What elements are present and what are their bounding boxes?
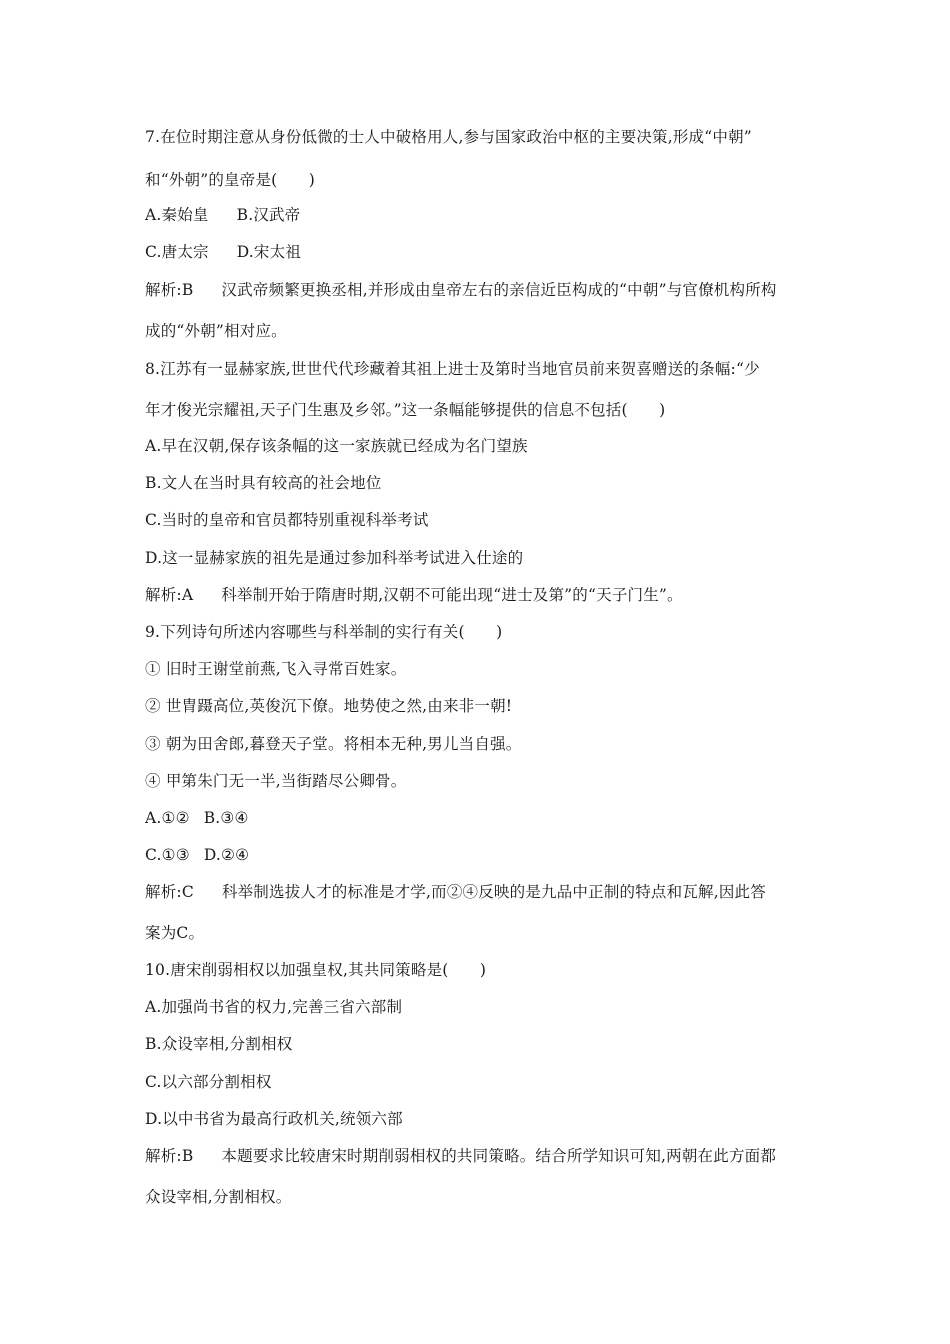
q10-analysis-text-1: 本题要求比较唐宋时期削弱相权的共同策略。结合所学知识可知,两朝在此方面都 — [221, 1147, 777, 1165]
q7-option-c: C.唐太宗 — [145, 243, 209, 261]
q9-options-row-2 — [145, 845, 249, 865]
q8-option-c: C.当时的皇帝和官员都特别重视科举考试 — [145, 511, 429, 529]
q9-options-row-1 — [145, 808, 249, 828]
q7-stem-line-1: 7.在位时期注意从身份低微的士人中破格用人,参与国家政治中枢的主要决策,形成“中朝” — [145, 128, 752, 146]
q7-analysis-line-2: 成的“外朝”相对应。 — [145, 322, 287, 340]
q9-option-c: C.①③ — [145, 846, 190, 864]
q7-option-d: D.宋太祖 — [236, 243, 302, 261]
q7-option-b: B.汉武帝 — [236, 206, 301, 224]
q10-analysis-line-2: 众设宰相,分割相权。 — [145, 1188, 292, 1206]
q9-analysis-text-1: 科举制选拔人才的标准是才学,而②④反映的是九品中正制的特点和瓦解,因此答 — [221, 883, 766, 901]
q10-option-b: B.众设宰相,分割相权 — [145, 1035, 293, 1053]
q8-option-b: B.文人在当时具有较高的社会地位 — [145, 474, 382, 492]
q9-option-b: B.③④ — [203, 809, 249, 827]
q10-stem-line-1: 10.唐宋削弱相权以加强皇权,其共同策略是( ) — [145, 961, 487, 979]
q9-option-d: D.②④ — [203, 846, 250, 864]
q7-answer-label: 解析:B — [145, 281, 194, 299]
q7-analysis-line-1 — [145, 280, 777, 300]
q7-options-row-1 — [145, 205, 300, 225]
q9-option-a: A.①② — [145, 809, 190, 827]
q9-analysis-line-2: 案为C。 — [145, 924, 205, 942]
q10-option-c: C.以六部分割相权 — [145, 1073, 272, 1091]
q10-answer-label: 解析:B — [145, 1147, 194, 1165]
q9-stem-line-1: 9.下列诗句所述内容哪些与科举制的实行有关( ) — [145, 623, 503, 641]
q9-answer-label: 解析:C — [145, 883, 194, 901]
q10-option-d: D.以中书省为最高行政机关,统领六部 — [145, 1110, 403, 1128]
q8-analysis-line-1 — [145, 585, 683, 605]
q8-option-a: A.早在汉朝,保存该条幅的这一家族就已经成为名门望族 — [145, 437, 528, 455]
q9-poem-2: ② 世胄蹑高位,英俊沉下僚。地势使之然,由来非一朝! — [145, 697, 513, 715]
q8-analysis-text-1: 科举制开始于隋唐时期,汉朝不可能出现“进士及第”的“天子门生”。 — [221, 586, 683, 604]
q9-analysis-line-1 — [145, 882, 766, 902]
q8-option-d: D.这一显赫家族的祖先是通过参加科举考试进入仕途的 — [145, 549, 524, 567]
q7-option-a: A.秦始皇 — [145, 206, 209, 224]
q9-poem-4: ④ 甲第朱门无一半,当街踏尽公卿骨。 — [145, 772, 407, 790]
q8-stem-line-2: 年才俊光宗耀祖,天子门生惠及乡邻。”这一条幅能够提供的信息不包括( ) — [145, 401, 666, 419]
q10-option-a: A.加强尚书省的权力,完善三省六部制 — [145, 998, 403, 1016]
q8-answer-label: 解析:A — [145, 586, 194, 604]
q7-stem-line-2: 和“外朝”的皇帝是( ) — [145, 171, 316, 189]
q7-analysis-text-1: 汉武帝频繁更换丞相,并形成由皇帝左右的亲信近臣构成的“中朝”与官僚机构所构 — [221, 281, 777, 299]
q8-stem-line-1: 8.江苏有一显赫家族,世世代代珍藏着其祖上进士及第时当地官员前来贺喜赠送的条幅:“少 — [145, 360, 760, 378]
q10-analysis-line-1 — [145, 1146, 776, 1166]
q7-options-row-2 — [145, 242, 301, 262]
q9-poem-3: ③ 朝为田舍郎,暮登天子堂。将相本无种,男儿当自强。 — [145, 735, 522, 753]
q9-poem-1: ① 旧时王谢堂前燕,飞入寻常百姓家。 — [145, 660, 407, 678]
